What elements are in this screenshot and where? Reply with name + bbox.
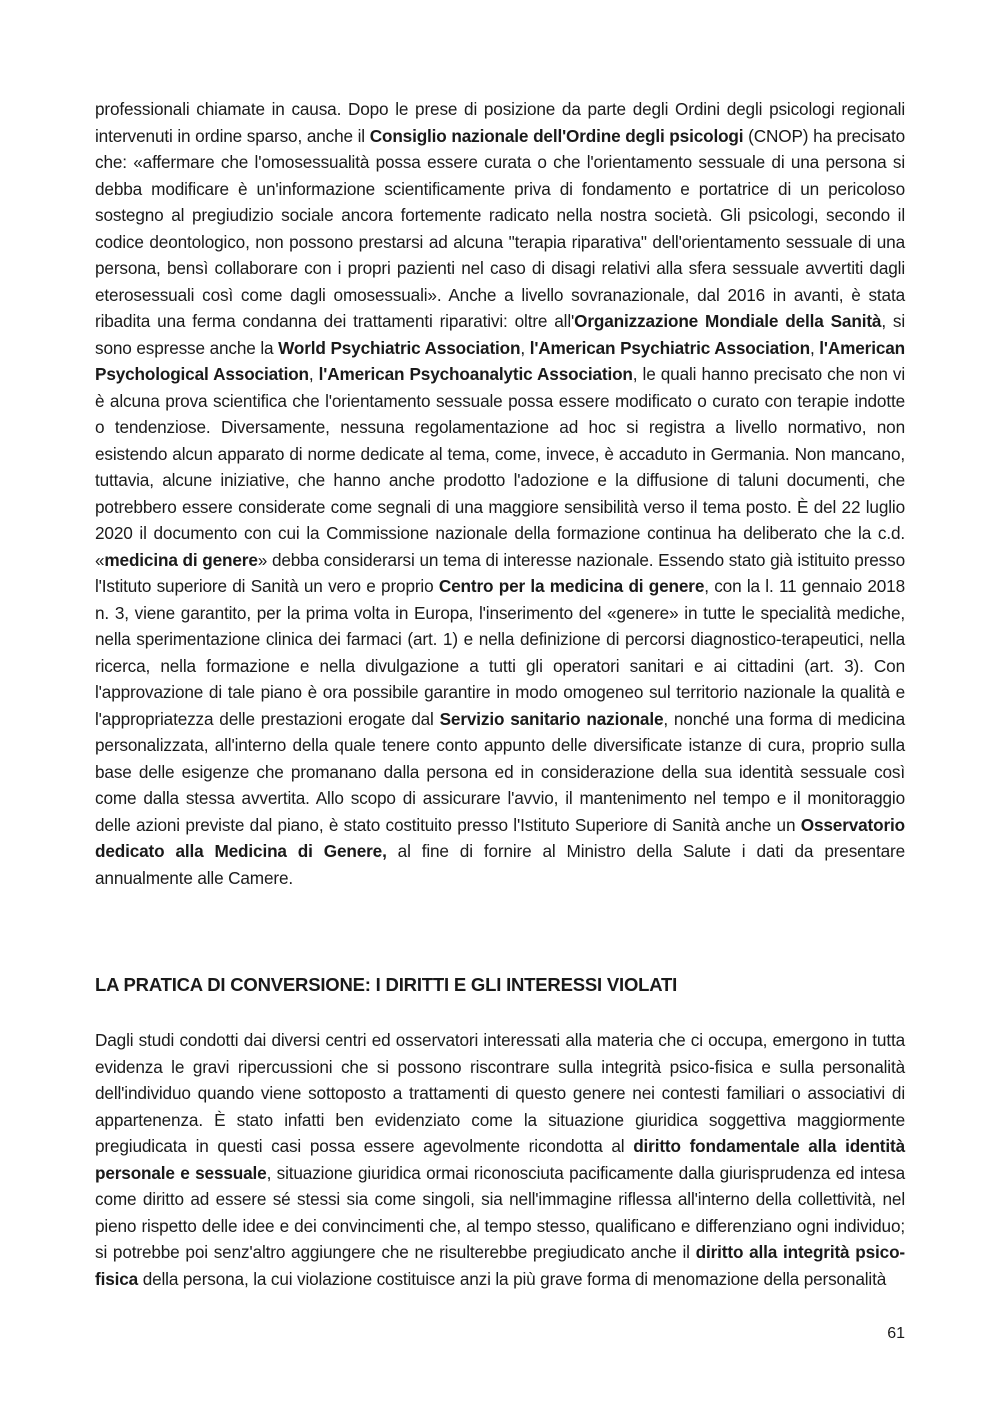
text-run: (CNOP) ha precisato che: «affermare che l'omosessualità possa essere curata o che l'orientamento sessuale di una persona si debba modificare è un'informazione scientificamente priva di fondamento e portatrice di un pericoloso sostegno al pregiudizio sociale ancora fortemente radicato nella nostra società. Gli psicologi, secondo il codice deontologico, non possono prestarsi ad alcuna "terapia riparativa" dell'orientamento sessuale di una persona, bensì collaborare con i propri pazienti nel caso di disagi relativi alla sfera sessuale avvertiti dagli eterosessuali così come dagli omosessuali». Anche a livello sovranazionale, dal 2016 in avanti, è stata ribadita una ferma condanna dei trattamenti riparativi: oltre all' [95,125,905,331]
text-run: , si sono espresse anche la [95,311,905,358]
bold-term: l'American Psychoanalytic Association [318,364,633,384]
text-run: , le quali hanno precisato che non vi è alcuna prova scientifica che l'orientamento sessuale possa essere modificato o curato con terapie indotte o tendenziose. Diversamente, nessuna regolamentazione ad hoc si registra a livello normativo, non esistendo alcun apparato di norme dedicate al tema, come, invece, è accaduto in Germania. Non mancano, tuttavia, alcune iniziative, che hanno anche prodotto l'adozione e la diffusione di taluni documenti, che potrebbero essere considerate come segnali di una maggiore sensibilità verso il tema posto. È del 22 luglio 2020 il documento con cui la Commissione nazionale della formazione continua ha deliberato che la c.d. « [95,364,905,570]
text-run: professionali chiamate in causa. Dopo le prese di posizione da parte degli Ordini degli psicologi regionali intervenuti in ordine sparso, anche il [95,99,905,146]
text-run: » debba considerarsi un tema di interesse nazionale. Essendo stato già istituito presso l'Istituto superiore di Sanità un vero e proprio [95,549,905,596]
text-run: della persona, la cui violazione costituisce anzi la più grave forma di menomazione della personalità [138,1268,887,1289]
bold-term: Centro per la medicina di genere [438,576,705,596]
bold-term: Organizzazione Mondiale della Sanità [574,311,882,331]
text-run: , [308,364,319,384]
section-heading: LA PRATICA DI CONVERSIONE: I DIRITTI E GLI INTERESSI VIOLATI [95,974,678,995]
text-run: , con la l. 11 gennaio 2018 n. 3, viene garantito, per la prima volta in Europa, l'inserimento del «genere» in tutte le specialità mediche, nella sperimentazione clinica dei farmaci (art. 1) e nella definizione di percorsi diagnostico-terapeutici, nella ricerca, nella formazione e nella divulgazione a tutti gli operatori sanitari e ai cittadini (art. 3). Con l'approvazione di tale piano è ora possibile garantire in modo omogeneo sul territorio nazionale la qualità e l'appropriatezza delle prestazioni erogate dal [95,576,905,729]
body-paragraph [95,1027,905,1292]
text-run: , situazione giuridica ormai riconosciuta pacificamente dalla giurisprudenza ed intesa come diritto ad essere sé stessi sia come singoli, sia nell'immagine riflessa all'interno della collettività, nel pieno rispetto delle idee e dei convincimenti che, al tempo stesso, qualificano e differenziano ogni individuo; si potrebbe poi senz'altro aggiungere che ne risulterebbe pregiudicato anche il [95,1162,905,1262]
body-paragraph [95,96,905,891]
text-run: , nonché una forma di medicina personalizzata, all'interno della quale tenere conto appunto delle diversificate istanze di cura, proprio sulla base delle esigenze che promanano dalla persona ed in considerazione della sua identità sessuale così come dalla stessa avvertita. Allo scopo di assicurare l'avvio, il mantenimento nel tempo e il monitoraggio delle azioni previste dal piano, è stato costituito presso l'Istituto Superiore di Sanità anche un [95,708,905,835]
bold-term: diritto alla integrità psico-fisica [95,1242,905,1289]
bold-term: World Psychiatric Association [278,337,521,358]
bold-term: l'American Psychological Association [95,337,905,384]
text-run: , [809,337,820,358]
bold-term: l'American Psychiatric Association [529,337,810,358]
bold-term: Osservatorio dedicato alla Medicina di Genere, [95,814,905,861]
bold-term: medicina di genere [104,549,258,570]
bold-term: diritto fondamentale alla identità personale e sessuale [95,1136,905,1183]
text-run: , [520,337,530,358]
text-run: Dagli studi condotti dai diversi centri ed osservatori interessati alla materia che ci occupa, emergono in tutta evidenza le gravi ripercussioni che si possono riscontrare sulla integrità psico-fisica e sulla personalità dell'individuo quando viene sottoposto a trattamenti di questo genere nei contesti familiari o associativi di appartenenza. È stato infatti ben evidenziato come la situazione giuridica soggettiva maggiormente pregiudicata in questi casi possa essere agevolmente ricondotta al [95,1030,905,1156]
page-number: 61 [887,1325,905,1342]
bold-term: Consiglio nazionale dell'Ordine degli psicologi [369,125,744,146]
text-run: al fine di fornire al Ministro della Salute i dati da presentare annualmente alle Camere. [95,841,905,888]
bold-term: Servizio sanitario nazionale [439,708,664,729]
